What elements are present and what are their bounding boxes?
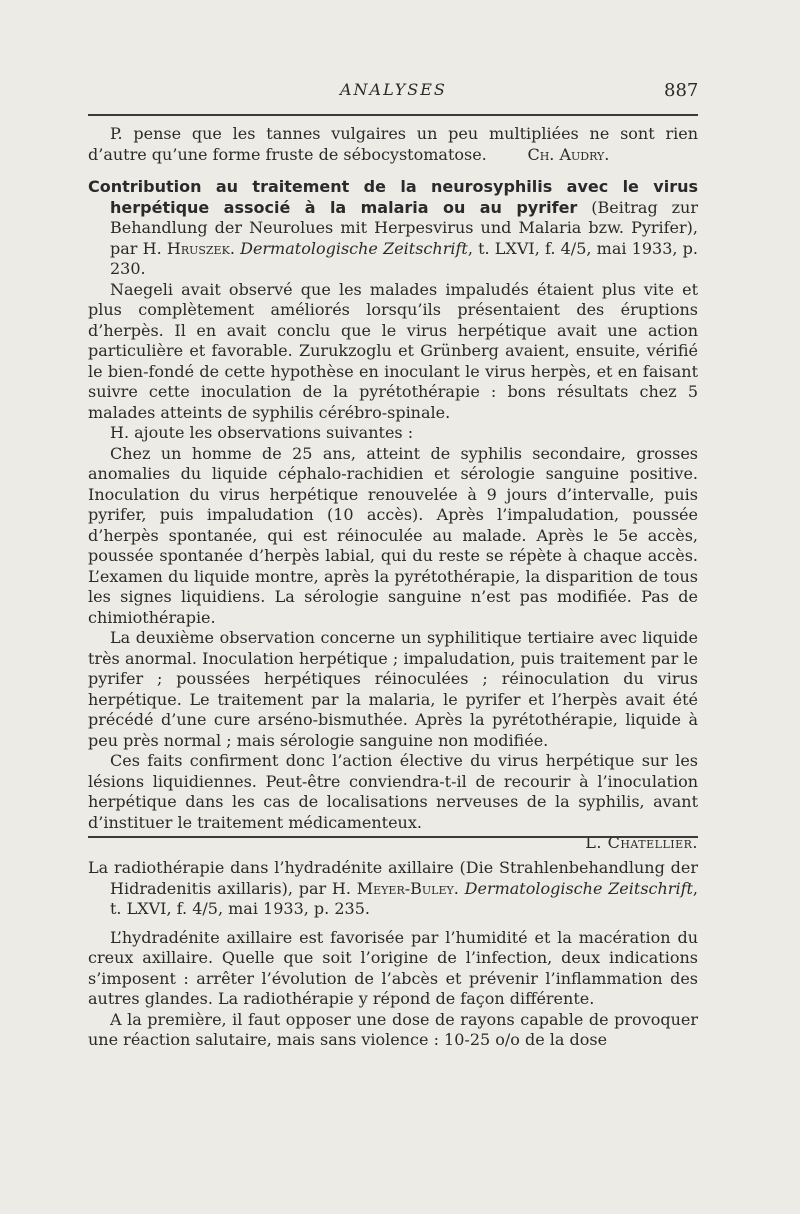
article2-author: Meyer-Buley xyxy=(356,878,454,898)
section-rule xyxy=(88,836,698,838)
running-title: ANALYSES xyxy=(340,80,447,99)
article1-paragraph: Naegeli avait observé que les malades impaludés étaient plus vite et plus complètement améliorés lorsqu’ils présentaient des éruptions d’herpès. Il en avait conclu que le virus herpétique avait une action particulière et favorable. Zurukzoglu et Grünberg avaient, ensuite, vérifié le bien-fondé de cette hypothèse en inoculant le virus herpès, et en faisant suivre cette inoculation de la pyrétothérapie : bons résultats chez 5 malades atteints de syphilis cérébro-spinale. xyxy=(88,279,698,422)
page-body xyxy=(88,124,698,854)
article1-heading: Contribution au traitement de la neurosyphilis avec le virus herpétique associé à la malaria ou au pyrifer (Beitrag zur Behandlung der Neurolues mit Herpesvirus und Malaria bzw. Pyrifer), par H. Hruszek. Dermatologische Zeitschrift, t. LXVI, f. 4/5, mai 1933, p. 230. xyxy=(88,177,699,278)
signature-audry: Ch. Audry. xyxy=(527,144,610,164)
article1-author: Hruszek xyxy=(166,238,230,258)
article1-title: Contribution au traitement de la neurosyphilis avec le virus herpétique associé à la malaria ou au pyrifer xyxy=(88,177,698,217)
article2-paragraph: L’hydradénite axillaire est favorisée par l’humidité et la macération du creux axillaire. Quelle que soit l’origine de l’infection, deux indications s’imposent : arrêter l’évolution de l’abcès et prévenir l’inflammation des autres glandes. La radiothérapie y répond de façon différente. xyxy=(88,927,698,1008)
article2-paragraph: A la première, il faut opposer une dose de rayons capable de provoquer une réaction salutaire, mais sans violence : 10-25 o/o de la dose xyxy=(88,1009,698,1049)
article1-paragraph: Ces faits confirment donc l’action élective du virus herpétique sur les lésions liquidiennes. Peut-être conviendra-t-il de recourir à l’inoculation herpétique dans les cas de localisations nerveuses de la syphilis, avant d’instituer le traitement médicamenteux. xyxy=(88,751,698,832)
first-paragraph: P. pense que les tannes vulgaires un peu multipliées ne sont rien d’autre qu’une forme fruste de sébocystomatose. Ch. Audry. xyxy=(88,124,698,164)
header-rule xyxy=(88,114,698,116)
article1-paragraph: Chez un homme de 25 ans, atteint de syphilis secondaire, grosses anomalies du liquide céphalo-rachidien et sérologie sanguine positive. Inoculation du virus herpétique renouvelée à 9 jours d’intervalle, puis pyrifer, puis impaludation (10 accès). Après l’impaludation, poussée d’herpès spontanée, qui est réinoculée au malade. Après le 5e accès, poussée spontanée d’herpès labial, qui du reste se répète à chaque accès. L’examen du liquide montre, après la pyrétothérapie, la disparition de tous les signes liquidiens. La sérologie sanguine n’est pas modifiée. Pas de chimiothérapie. xyxy=(88,443,698,627)
signature-chatellier: L. Chatellier. xyxy=(585,833,698,852)
article2-journal: Dermatologische Zeitschrift xyxy=(464,878,693,898)
article2-title: La radiothérapie dans l’hydradénite axillaire xyxy=(88,858,454,877)
article1-journal: Dermatologische Zeitschrift xyxy=(240,238,468,258)
page-number: 887 xyxy=(664,80,699,101)
article1-paragraph: La deuxième observation concerne un syphilitique tertiaire avec liquide très anormal. Inoculation herpétique ; impaludation, puis traitement par le pyrifer ; poussées herpétiques réinoculées ; réinoculation du virus herpétique. Le traitement par la malaria, le pyrifer et l’herpès avait été précédé d’une cure arséno-bismuthée. Après la pyrétothérapie, liquide à peu près normal ; mais sérologie sanguine non modifiée. xyxy=(88,628,698,750)
page-body-lower xyxy=(88,858,698,1051)
article1-paragraph: H. ajoute les observations suivantes : xyxy=(110,423,414,442)
article2-heading: La radiothérapie dans l’hydradénite axillaire (Die Strahlenbehandlung der Hidradenitis axillaris), par H. Meyer-Buley. Dermatologische Zeitschrift, t. LXVI, f. 4/5, mai 1933, p. 235. xyxy=(88,858,699,918)
